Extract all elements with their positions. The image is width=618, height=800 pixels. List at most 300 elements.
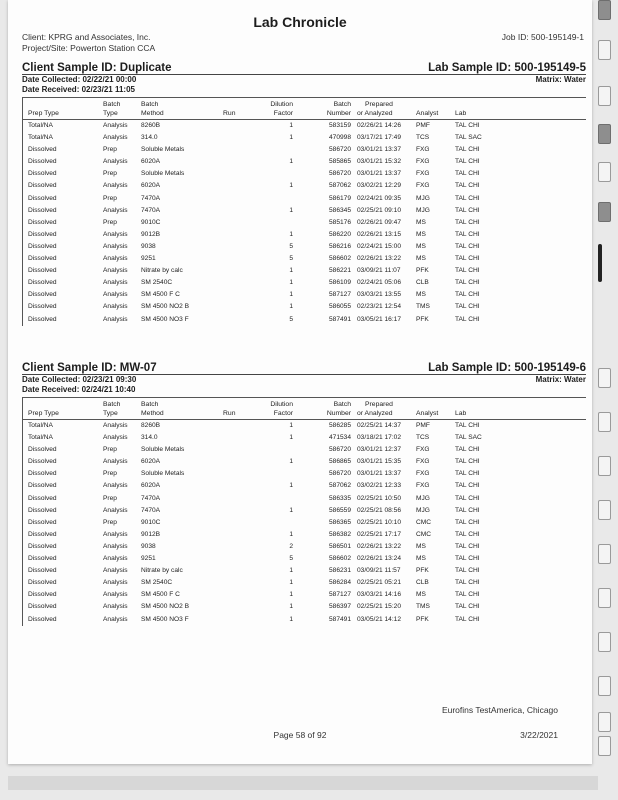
cell-prepared: 03/18/21 17:02 [357,434,401,442]
cell-batch-method: 9038 [141,542,156,550]
binder-tab[interactable] [598,456,611,476]
cell-batch-number: 585865 [328,158,351,166]
cell-dilution: 1 [289,567,293,575]
cell-batch-type: Analysis [103,506,128,514]
sample-header [22,62,586,96]
cell-lab: TAL CHI [455,422,480,429]
col-batch-type: Batch [103,101,121,108]
cell-batch-type: Analysis [103,422,128,429]
cell-batch-number: 586285 [328,422,351,429]
cell-batch-method: SM 4500 NO3 F [141,615,189,623]
cell-batch-number: 587062 [328,182,351,190]
table-row [23,589,586,601]
cell-analyst: PMF [416,422,430,429]
cell-batch-type: Analysis [103,603,128,611]
cell-dilution: 2 [289,542,293,550]
binder-tab[interactable] [598,40,611,60]
chronicle-table [22,397,586,626]
cell-analyst: TMS [416,603,430,611]
cell-prepared: 02/26/21 13:24 [357,555,401,563]
cell-prep-type: Dissolved [28,470,57,478]
cell-prep-type: Dissolved [28,279,57,287]
cell-lab: TAL CHI [455,315,480,323]
binder-tab[interactable] [598,244,602,282]
cell-batch-type: Analysis [103,458,128,466]
cell-dilution: 1 [289,122,293,129]
cell-analyst: FXG [416,170,430,178]
cell-prep-type: Dissolved [28,158,57,166]
cell-dilution: 1 [289,458,293,466]
cell-prepared: 03/01/21 15:35 [357,458,401,466]
col-lab: Lab [455,110,467,117]
cell-prepared: 02/25/21 09:10 [357,206,401,214]
cell-batch-method: Soluble Metals [141,146,185,154]
cell-lab: TAL CHI [455,122,480,129]
cell-prep-type: Dissolved [28,506,57,514]
cell-prepared: 02/24/21 15:00 [357,242,401,250]
cell-lab: TAL CHI [455,494,480,502]
cell-prepared: 02/23/21 12:54 [357,303,401,311]
cell-batch-type: Analysis [103,230,128,238]
cell-batch-method: 6020A [141,482,161,490]
binder-tab[interactable] [598,544,611,564]
cell-lab: TAL SAC [455,434,482,442]
binder-tab[interactable] [598,712,611,732]
cell-batch-type: Analysis [103,255,128,263]
cell-prepared: 03/09/21 11:07 [357,267,401,275]
col-prepared: or Analyzed [357,110,393,117]
cell-batch-method: SM 4500 NO3 F [141,315,189,323]
cell-prep-type: Dissolved [28,170,57,178]
cell-prepared: 03/01/21 13:37 [357,470,401,478]
cell-dilution: 1 [289,291,293,299]
table-row [23,493,586,505]
cell-batch-number: 586179 [328,194,351,202]
cell-prep-type: Dissolved [28,146,57,154]
cell-prep-type: Dissolved [28,291,57,299]
cell-analyst: PMF [416,122,430,129]
table-row [23,120,586,132]
binder-tab[interactable] [598,736,611,756]
table-row [23,265,586,277]
cell-prepared: 03/02/21 12:33 [357,482,401,490]
col-prepared: Prepared [365,101,393,108]
cell-lab: TAL CHI [455,555,480,563]
cell-prep-type: Dissolved [28,206,57,214]
cell-batch-method: 9012B [141,230,161,238]
cell-analyst: FXG [416,146,430,154]
cell-dilution: 1 [289,434,293,442]
col-batch-type: Type [103,410,118,417]
cell-analyst: TCS [416,434,430,442]
cell-lab: TAL CHI [455,242,480,250]
col-lab: Lab [455,410,467,417]
binder-tab[interactable] [598,162,611,182]
cell-prepared: 03/03/21 14:16 [357,591,401,599]
cell-dilution: 1 [289,134,293,142]
cell-prep-type: Dissolved [28,579,57,587]
cell-prepared: 03/09/21 11:57 [357,567,401,575]
cell-prep-type: Dissolved [28,530,57,538]
col-dilution: Dilution [270,101,293,108]
cell-batch-number: 471534 [328,434,351,442]
cell-dilution: 1 [289,267,293,275]
cell-prepared: 03/02/21 12:29 [357,182,401,190]
table-row [23,205,586,217]
cell-analyst: MS [416,218,426,226]
cell-lab: TAL CHI [455,218,480,226]
cell-analyst: MJG [416,506,430,514]
cell-prepared: 02/25/21 10:50 [357,494,401,502]
footer-lab-name: Eurofins TestAmerica, Chicago [441,705,558,715]
cell-batch-number: 587491 [328,615,351,623]
binder-tab[interactable] [598,632,611,652]
table-row [23,241,586,253]
cell-dilution: 1 [289,603,293,611]
cell-analyst: TCS [416,134,430,142]
cell-batch-method: 9251 [141,255,156,263]
cell-batch-number: 586216 [328,242,351,250]
cell-prepared: 02/26/21 14:26 [357,122,401,129]
document-page [8,0,592,764]
cell-lab: TAL CHI [455,530,480,538]
table-row [23,420,586,432]
col-dilution: Factor [273,410,293,417]
cell-dilution: 1 [289,230,293,238]
cell-batch-type: Analysis [103,315,128,323]
chronicle-table [22,97,586,326]
cell-analyst: PFK [416,567,429,575]
cell-prep-type: Dissolved [28,218,57,226]
cell-dilution: 1 [289,506,293,514]
cell-lab: TAL CHI [455,579,480,587]
cell-prepared: 02/26/21 13:22 [357,255,401,263]
cell-batch-type: Analysis [103,267,128,275]
col-prep-type: Prep Type [28,110,59,117]
table-header [23,398,586,420]
cell-batch-number: 586720 [328,470,351,478]
table-row [23,444,586,456]
table-row [23,553,586,565]
matrix: Matrix: Water [535,375,586,384]
cell-dilution: 1 [289,303,293,311]
cell-analyst: MS [416,591,426,599]
table-row [23,314,586,326]
cell-prep-type: Dissolved [28,494,57,502]
sample-header [22,362,586,396]
col-batch-method: Method [141,110,164,117]
cell-batch-method: Nitrate by calc [141,567,183,575]
cell-batch-type: Analysis [103,579,128,587]
cell-analyst: MS [416,255,426,263]
col-batch-method: Batch [141,101,159,108]
cell-lab: TAL CHI [455,470,480,478]
table-row [23,456,586,468]
cell-prep-type: Dissolved [28,567,57,575]
cell-batch-number: 587127 [328,591,351,599]
col-batch-method: Batch [141,401,159,408]
table-row [23,601,586,613]
footer-date: 3/22/2021 [520,730,558,740]
cell-prep-type: Total/NA [28,134,53,142]
cell-lab: TAL CHI [455,267,480,275]
cell-batch-method: 6020A [141,158,161,166]
date-collected: Date Collected: 02/23/21 09:30 [22,375,137,384]
cell-lab: TAL CHI [455,482,480,490]
job-id: Job ID: 500-195149-1 [501,32,584,42]
cell-analyst: TMS [416,303,430,311]
table-row [23,168,586,180]
cell-batch-method: 6020A [141,458,161,466]
cell-batch-method: SM 4500 F C [141,291,180,299]
table-row [23,505,586,517]
cell-batch-type: Analysis [103,182,128,190]
cell-batch-number: 586720 [328,146,351,154]
cell-prepared: 02/25/21 14:37 [357,422,401,429]
cell-batch-method: 7470A [141,494,161,502]
cell-analyst: FXG [416,158,430,166]
cell-prep-type: Dissolved [28,230,57,238]
cell-prep-type: Dissolved [28,615,57,623]
col-dilution: Dilution [270,401,293,408]
client-name: Client: KPRG and Associates, Inc. [22,32,151,42]
table-row [23,541,586,553]
table-row [23,565,586,577]
cell-prep-type: Dissolved [28,542,57,550]
cell-batch-number: 587127 [328,291,351,299]
cell-batch-type: Analysis [103,615,128,623]
cell-dilution: 1 [289,158,293,166]
cell-batch-type: Prep [103,446,117,454]
cell-prep-type: Dissolved [28,482,57,490]
cell-prepared: 02/25/21 08:56 [357,506,401,514]
cell-prep-type: Total/NA [28,122,53,129]
col-analyst: Analyst [416,110,439,117]
cell-analyst: PFK [416,267,429,275]
matrix: Matrix: Water [535,75,586,84]
cell-batch-type: Prep [103,494,117,502]
cell-analyst: MS [416,291,426,299]
cell-prep-type: Dissolved [28,194,57,202]
cell-batch-type: Analysis [103,303,128,311]
table-row [23,301,586,313]
cell-analyst: MS [416,230,426,238]
col-batch-number: Batch [333,101,351,108]
cell-prepared: 02/24/21 05:06 [357,279,401,287]
cell-batch-type: Analysis [103,158,128,166]
cell-dilution: 1 [289,206,293,214]
cell-prepared: 02/26/21 13:22 [357,542,401,550]
binder-tab[interactable] [598,412,611,432]
cell-prep-type: Dissolved [28,255,57,263]
cell-batch-type: Analysis [103,567,128,575]
cell-prepared: 02/25/21 10:10 [357,518,401,526]
cell-prep-type: Dissolved [28,555,57,563]
cell-lab: TAL CHI [455,518,480,526]
table-row [23,614,586,626]
cell-batch-type: Prep [103,170,117,178]
cell-analyst: FXG [416,458,430,466]
client-info [22,32,155,54]
cell-batch-number: 586345 [328,206,351,214]
cell-analyst: FXG [416,470,430,478]
col-dilution: Factor [273,110,293,117]
cell-batch-type: Prep [103,518,117,526]
binder-tab[interactable] [598,368,611,388]
binder-tab[interactable] [598,676,611,696]
binder-tab[interactable] [598,86,611,106]
cell-batch-number: 586284 [328,579,351,587]
cell-prep-type: Total/NA [28,434,53,442]
cell-dilution: 1 [289,482,293,490]
cell-lab: TAL CHI [455,146,480,154]
cell-analyst: MS [416,555,426,563]
col-prep-type: Prep Type [28,410,59,417]
cell-lab: TAL CHI [455,446,480,454]
cell-prepared: 03/03/21 13:55 [357,291,401,299]
cell-batch-type: Analysis [103,291,128,299]
cell-batch-number: 586220 [328,230,351,238]
col-analyst: Analyst [416,410,439,417]
cell-dilution: 1 [289,530,293,538]
lab-sample-id: Lab Sample ID: 500-195149-5 [428,62,586,74]
cell-analyst: CLB [416,279,429,287]
col-batch-number: Batch [333,401,351,408]
table-row [23,217,586,229]
cell-lab: TAL CHI [455,182,480,190]
cell-batch-method: 6020A [141,182,161,190]
cell-analyst: MJG [416,194,430,202]
cell-batch-type: Analysis [103,542,128,550]
cell-batch-type: Prep [103,470,117,478]
cell-batch-number: 586231 [328,567,351,575]
cell-batch-method: SM 2540C [141,579,173,587]
cell-batch-number: 586109 [328,279,351,287]
cell-lab: TAL SAC [455,134,482,142]
cell-batch-type: Analysis [103,242,128,250]
cell-batch-method: 7470A [141,194,161,202]
cell-batch-type: Analysis [103,530,128,538]
cell-prepared: 03/17/21 17:49 [357,134,401,142]
cell-prepared: 03/01/21 15:32 [357,158,401,166]
binder-tab[interactable] [598,202,611,222]
cell-batch-type: Analysis [103,482,128,490]
cell-batch-number: 470998 [328,134,351,142]
cell-dilution: 1 [289,182,293,190]
cell-analyst: FXG [416,482,430,490]
cell-analyst: MS [416,242,426,250]
cell-batch-type: Prep [103,218,117,226]
cell-batch-type: Analysis [103,434,128,442]
cell-prepared: 03/05/21 14:12 [357,615,401,623]
cell-prep-type: Dissolved [28,182,57,190]
cell-lab: TAL CHI [455,603,480,611]
col-batch-type: Batch [103,401,121,408]
cell-dilution: 1 [289,279,293,287]
col-run: Run [223,110,236,117]
binder-tab[interactable] [598,124,611,144]
page-shadow-bar [8,776,598,790]
table-row [23,193,586,205]
cell-batch-number: 586602 [328,255,351,263]
date-collected: Date Collected: 02/22/21 00:00 [22,75,137,84]
cell-prepared: 02/26/21 13:15 [357,230,401,238]
cell-batch-number: 586559 [328,506,351,514]
cell-batch-method: Soluble Metals [141,470,185,478]
cell-dilution: 5 [289,255,293,263]
table-row [23,529,586,541]
cell-batch-method: Nitrate by calc [141,267,183,275]
cell-prepared: 02/24/21 09:35 [357,194,401,202]
cell-batch-method: 9251 [141,555,156,563]
binder-tab[interactable] [598,500,611,520]
cell-dilution: 1 [289,615,293,623]
table-row [23,229,586,241]
cell-batch-number: 586055 [328,303,351,311]
cell-batch-number: 586335 [328,494,351,502]
cell-analyst: PFK [416,315,429,323]
col-run: Run [223,410,236,417]
cell-prep-type: Dissolved [28,446,57,454]
cell-lab: TAL CHI [455,303,480,311]
cell-lab: TAL CHI [455,194,480,202]
cell-batch-method: 7470A [141,506,161,514]
cell-analyst: CMC [416,530,432,538]
cell-lab: TAL CHI [455,158,480,166]
cell-dilution: 5 [289,315,293,323]
col-batch-number: Number [326,410,351,417]
cell-prep-type: Dissolved [28,591,57,599]
cell-prep-type: Dissolved [28,303,57,311]
table-row [23,468,586,480]
cell-prepared: 03/01/21 13:37 [357,146,401,154]
cell-lab: TAL CHI [455,615,480,623]
cell-batch-number: 587062 [328,482,351,490]
cell-batch-number: 587491 [328,315,351,323]
cell-analyst: PFK [416,615,429,623]
cell-dilution: 5 [289,242,293,250]
binder-tab[interactable] [598,0,611,20]
lab-sample-id: Lab Sample ID: 500-195149-6 [428,362,586,374]
cell-prep-type: Total/NA [28,422,53,429]
cell-analyst: CLB [416,579,429,587]
cell-batch-number: 586365 [328,518,351,526]
cell-lab: TAL CHI [455,591,480,599]
cell-batch-number: 586865 [328,458,351,466]
cell-analyst: CMC [416,518,432,526]
cell-lab: TAL CHI [455,206,480,214]
client-sample-id: Client Sample ID: MW-07 [22,362,157,374]
cell-batch-type: Prep [103,194,117,202]
cell-batch-method: 9010C [141,218,161,226]
cell-prepared: 02/25/21 17:17 [357,530,401,538]
cell-batch-number: 586501 [328,542,351,550]
table-body [23,120,586,326]
binder-tab[interactable] [598,588,611,608]
cell-prepared: 03/01/21 13:37 [357,170,401,178]
cell-lab: TAL CHI [455,567,480,575]
cell-batch-number: 586221 [328,267,351,275]
cell-lab: TAL CHI [455,506,480,514]
cell-batch-number: 586720 [328,170,351,178]
cell-lab: TAL CHI [455,542,480,550]
cell-batch-method: 314.0 [141,434,158,442]
sample-section [22,62,586,326]
cell-lab: TAL CHI [455,230,480,238]
cell-batch-type: Analysis [103,134,128,142]
col-batch-method: Method [141,410,164,417]
cell-batch-method: SM 4500 NO2 B [141,303,190,311]
